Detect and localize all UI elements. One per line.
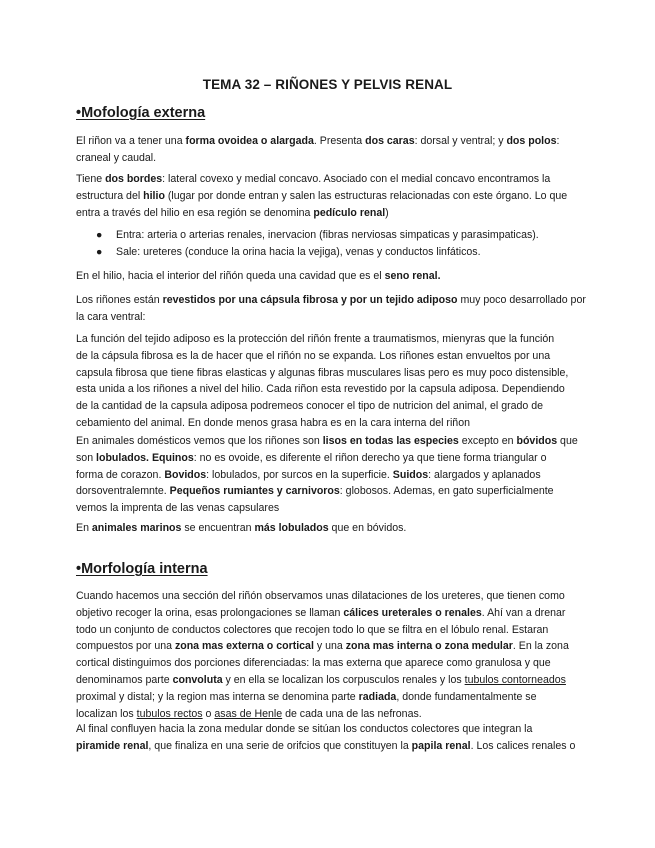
section-heading-external: •Mofología externa: [76, 105, 206, 121]
paragraph: Los riñones están revestidos por una cápsula fibrosa y por un tejido adiposo muy poco desarrollado por la cara ventral:: [76, 294, 586, 323]
bullet-icon: ●: [96, 246, 103, 258]
paragraph: En animales domésticos vemos que los riñones son lisos en todas las especies excepto en bóvidos que son lobulados. Equinos: no es ovoide, es diferente el riñon derecho ya que tiene forma triangular o forma de corazon. Bovidos: lobulados, por surcos en la superficie. Suidos: alargados y aplanados dorsoventralemnte. Pequeños rumiantes y carnivoros: globosos. Ademas, en gato superficialmente vemos la imprenta de las venas capsulares: [76, 435, 578, 515]
paragraph: En el hilio, hacia el interior del riñón queda una cavidad que es el seno renal.: [76, 270, 441, 282]
paragraph: La función del tejido adiposo es la protección del riñón frente a traumatismos, mienyras que la función de la cápsula fibrosa es la de hacer que el riñón no se expanda. Los riñones estan envueltos por una capsula fibrosa que tiene fibras elasticas y algunas fibras musculares lisas pero es muy poco distensible, esta unida a los riñones a nivel del hilio. Cada riñon esta revestido por la capsula adiposa. Dependiendo de la cantidad de la capsula adiposa podremeos conocer el tipo de nutricion del animal, el grado de cebamiento del animal. En donde menos grasa habra es en la cara interna del riñon: [76, 333, 569, 429]
paragraph: Tiene dos bordes: lateral covexo y medial concavo. Asociado con el medial concavo encontramos la estructura del hilio (lugar por donde entran y salen las estructuras relacionadas con este órgano. Lo que entra a través del hilio en esa región se denomina pedículo renal): [76, 173, 568, 219]
paragraph: Al final confluyen hacia la zona medular donde se sitúan los conductos colectores que integran la piramide renal, que finaliza en una serie de orifcios que constituyen la papila renal. Los calices renales o: [76, 723, 576, 752]
list-item: ● Entra: arteria o arterias renales, inervacion (fibras nerviosas simpaticas y parasimpaticas).: [96, 227, 539, 244]
document-title: TEMA 32 – RIÑONES Y PELVIS RENAL: [202, 77, 453, 92]
paragraph: El riñon va a tener una forma ovoidea o alargada. Presenta dos caras: dorsal y ventral; y dos polos: craneal y caudal.: [76, 135, 560, 164]
paragraph: Cuando hacemos una sección del riñón observamos unas dilataciones de los ureteres, que tienen como objetivo recoger la orina, esas prolongaciones se llaman cálices ureterales o renales. Ahí van a drenar todo un conjunto de conductos colectores que recojen todo lo que se filtra en el lóbulo renal. Estaran compuestos por una zona mas externa o cortical y una zona mas interna o zona medular. En la zona cortical distinguimos dos porciones diferenciadas: la mas externa que aparece como granulosa y que denominamos parte convoluta y en ella se localizan los corpusculos renales y los tubulos contorneados proximal y distal; y la region mas interna se denomina parte radiada, donde fundamentalmente se localizan los tubulos rectos o asas de Henle de cada una de las nefronas.: [76, 590, 569, 720]
bullet-icon: ●: [96, 229, 103, 241]
section-heading-internal: •Morfología interna: [76, 561, 208, 577]
list-item: ● Sale: ureteres (conduce la orina hacia la vejiga), venas y conductos linfáticos.: [96, 244, 481, 261]
paragraph: En animales marinos se encuentran más lobulados que en bóvidos.: [76, 522, 407, 534]
